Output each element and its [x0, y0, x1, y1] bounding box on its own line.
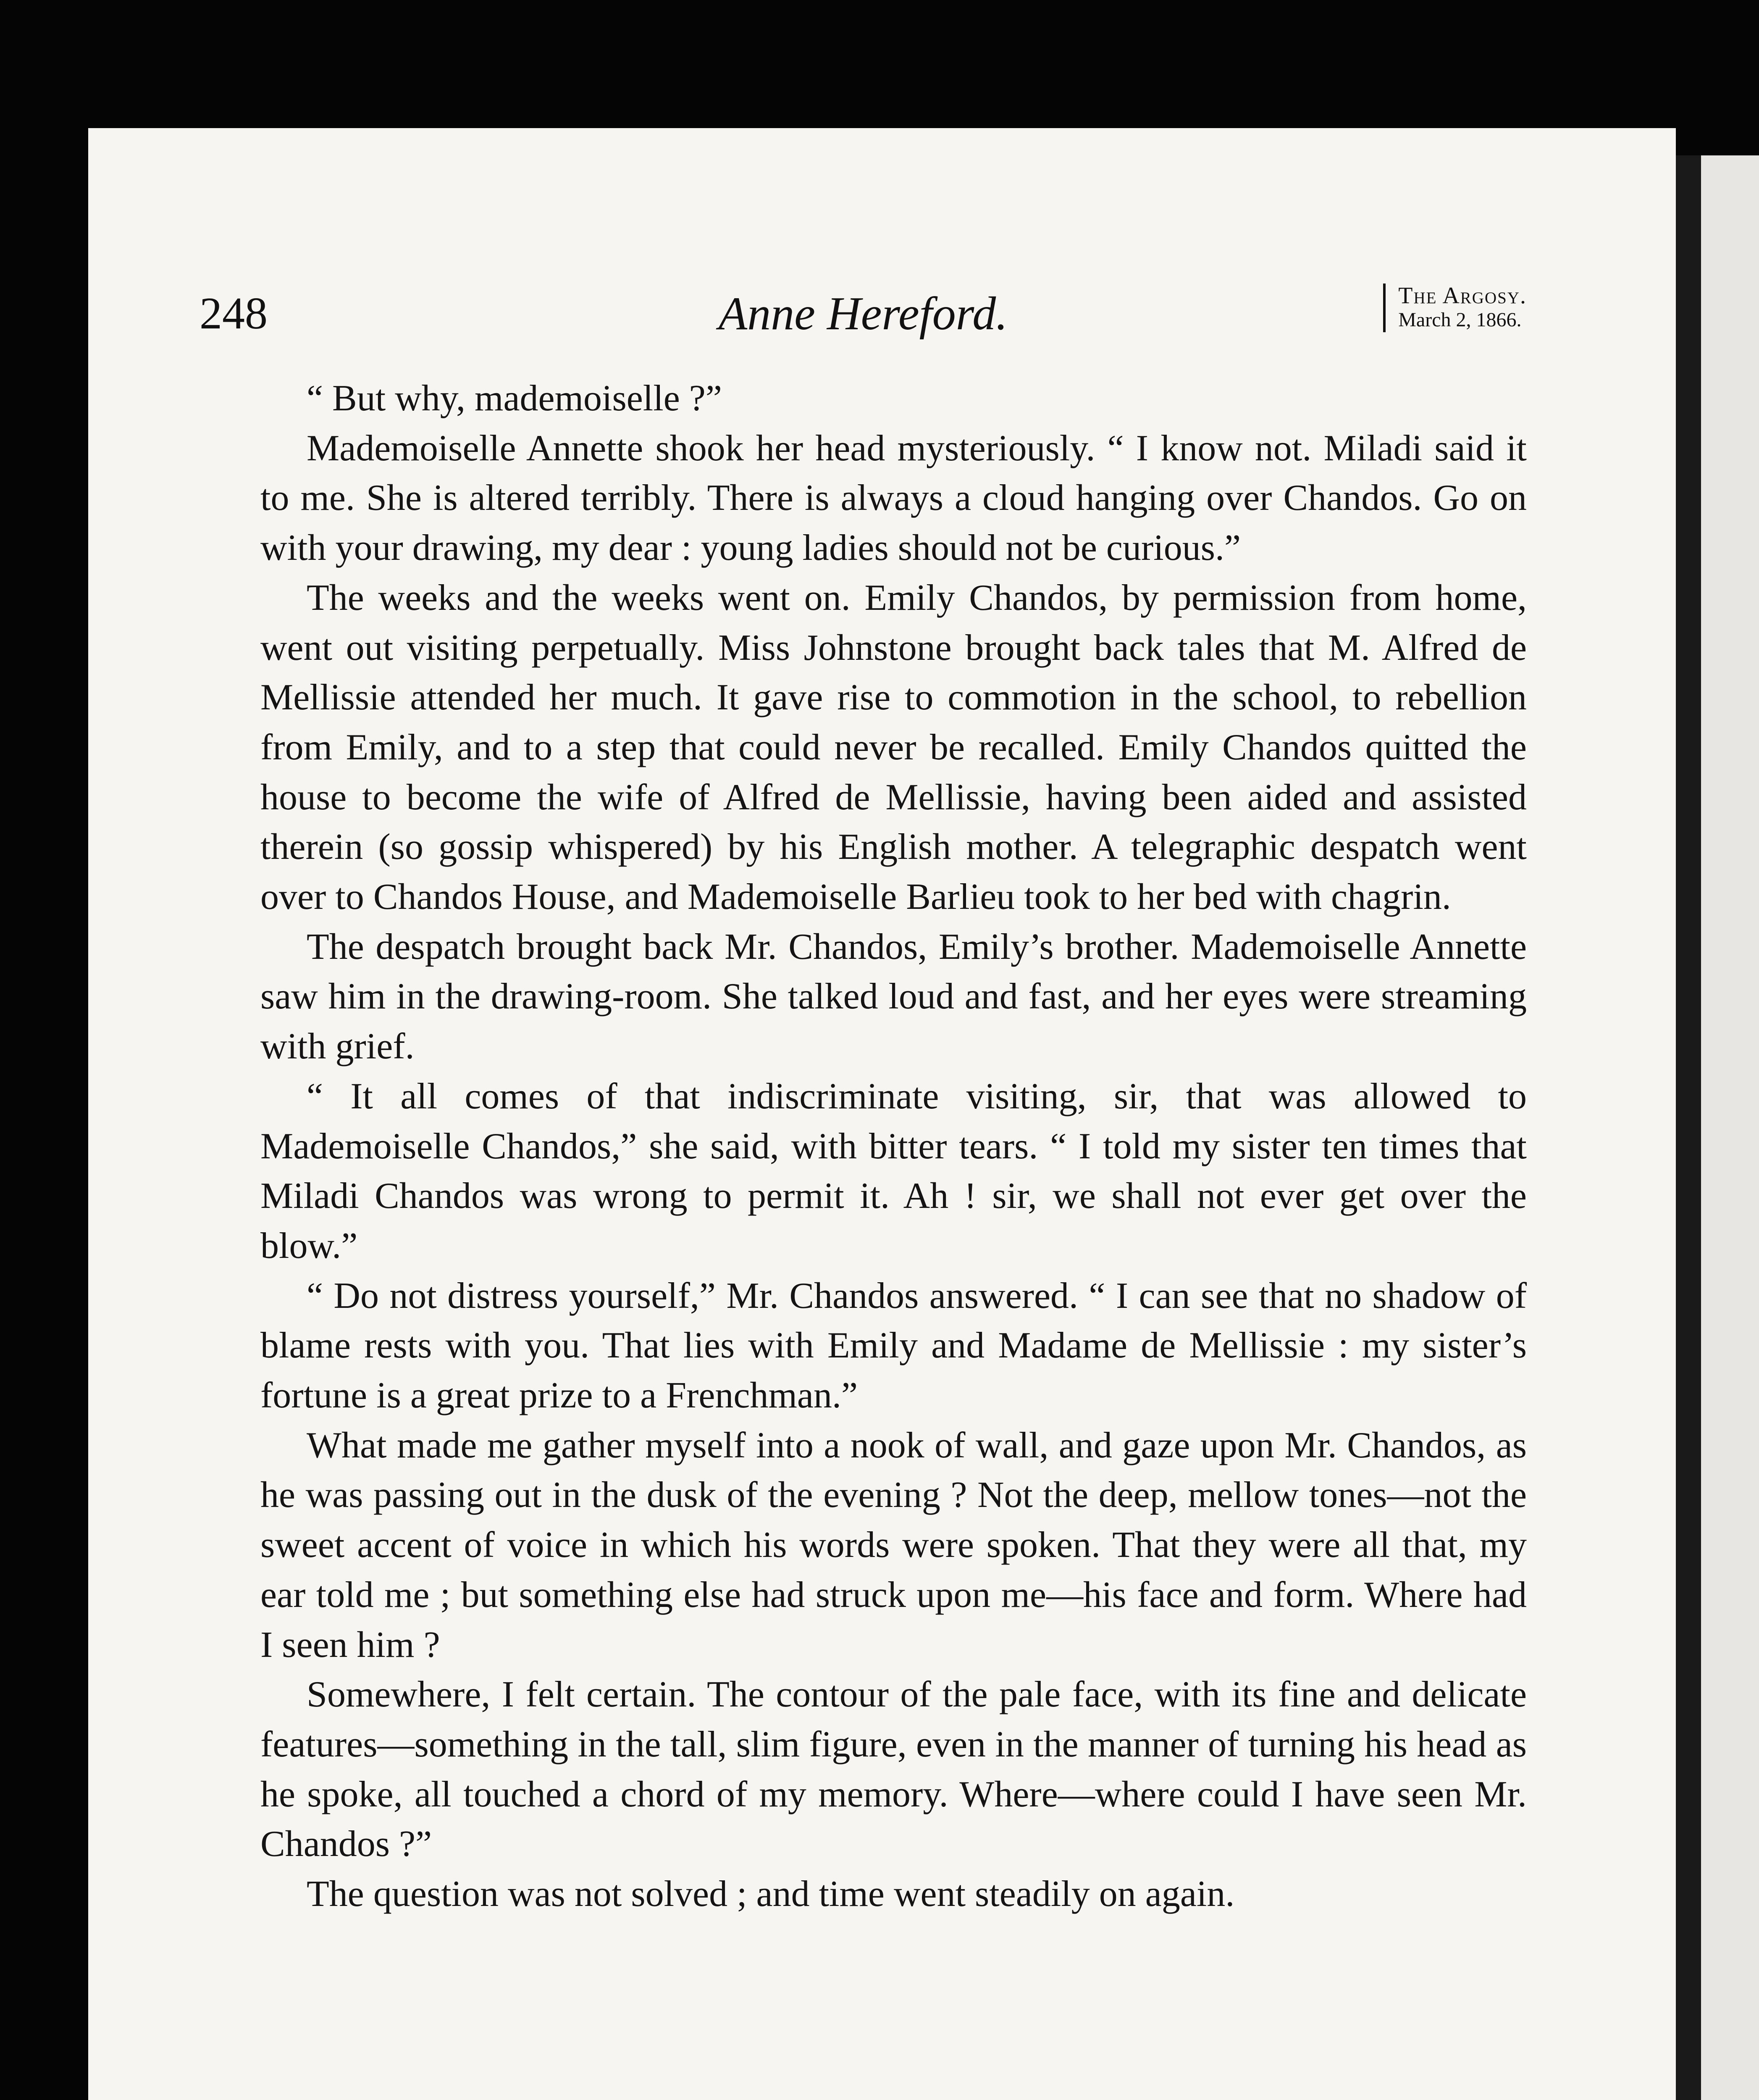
- body-text: [260, 374, 1527, 1919]
- journal-reference: [1383, 284, 1527, 332]
- paragraph: “ It all comes of that indiscriminate visiting, sir, that was allowed to Mademoiselle Chandos,” she said, with bitter tears. “ I told my sister ten times that Miladi Chandos was wrong to permit it. Ah ! sir, we shall not ever get over the blow.”: [260, 1076, 1527, 1266]
- paragraph: “ But why, mademoiselle ?”: [307, 378, 722, 419]
- paragraph: “ Do not distress yourself,” Mr. Chandos answered. “ I can see that no shadow of blame rests with you. That lies with Emily and Madame de Mellissie : my sister’s fortune is a great prize to a Frenchman.”: [260, 1275, 1527, 1416]
- paragraph: The despatch brought back Mr. Chandos, Emily’s brother. Mademoiselle Annette saw him in the drawing-room. She talked loud and fast, and her eyes were streaming with grief.: [260, 926, 1527, 1067]
- journal-name: The Argosy.: [1398, 283, 1527, 309]
- paragraph: The question was not solved ; and time went steadily on again.: [307, 1874, 1235, 1915]
- page-header: [200, 279, 1527, 346]
- paragraph: What made me gather myself into a nook of wall, and gaze upon Mr. Chandos, as he was passing out in the dusk of the evening ? Not the deep, mellow tones—not the sweet accent of voice in which his words were spoken. That they were all that, my ear told me ; but something else had struck upon me—his face and form. Where had I seen him ?: [260, 1425, 1527, 1665]
- paragraph: Mademoiselle Annette shook her head mysteriously. “ I know not. Miladi said it to me. She is altered terribly. There is always a cloud hanging over Chandos. Go on with your drawing, my dear : young ladies should not be curious.”: [260, 428, 1527, 569]
- running-title: Anne Hereford.: [718, 288, 1008, 340]
- paragraph: Somewhere, I felt certain. The contour of the pale face, with its fine and delicate features—something in the tall, slim figure, even in the manner of turning his head as he spoke, all touched a chord of my memory. Where—where could I have seen Mr. Chandos ?”: [260, 1674, 1527, 1865]
- adjacent-page-edge: [1676, 155, 1759, 2100]
- paragraph: The weeks and the weeks went on. Emily Chandos, by permission from home, went out visiting perpetually. Miss Johnstone brought back tales that M. Alfred de Mellissie attended her much. It gave rise to commotion in the school, to rebellion from Emily, and to a step that could never be recalled. Emily Chandos quitted the house to become the wife of Alfred de Mellissie, having been aided and assisted therein (so gossip whispered) by his English mother. A telegraphic despatch went over to Chandos House, and Mademoiselle Barlieu took to her bed with chagrin.: [260, 577, 1527, 918]
- journal-date: March 2, 1866.: [1398, 309, 1522, 331]
- page-number: 248: [200, 289, 268, 339]
